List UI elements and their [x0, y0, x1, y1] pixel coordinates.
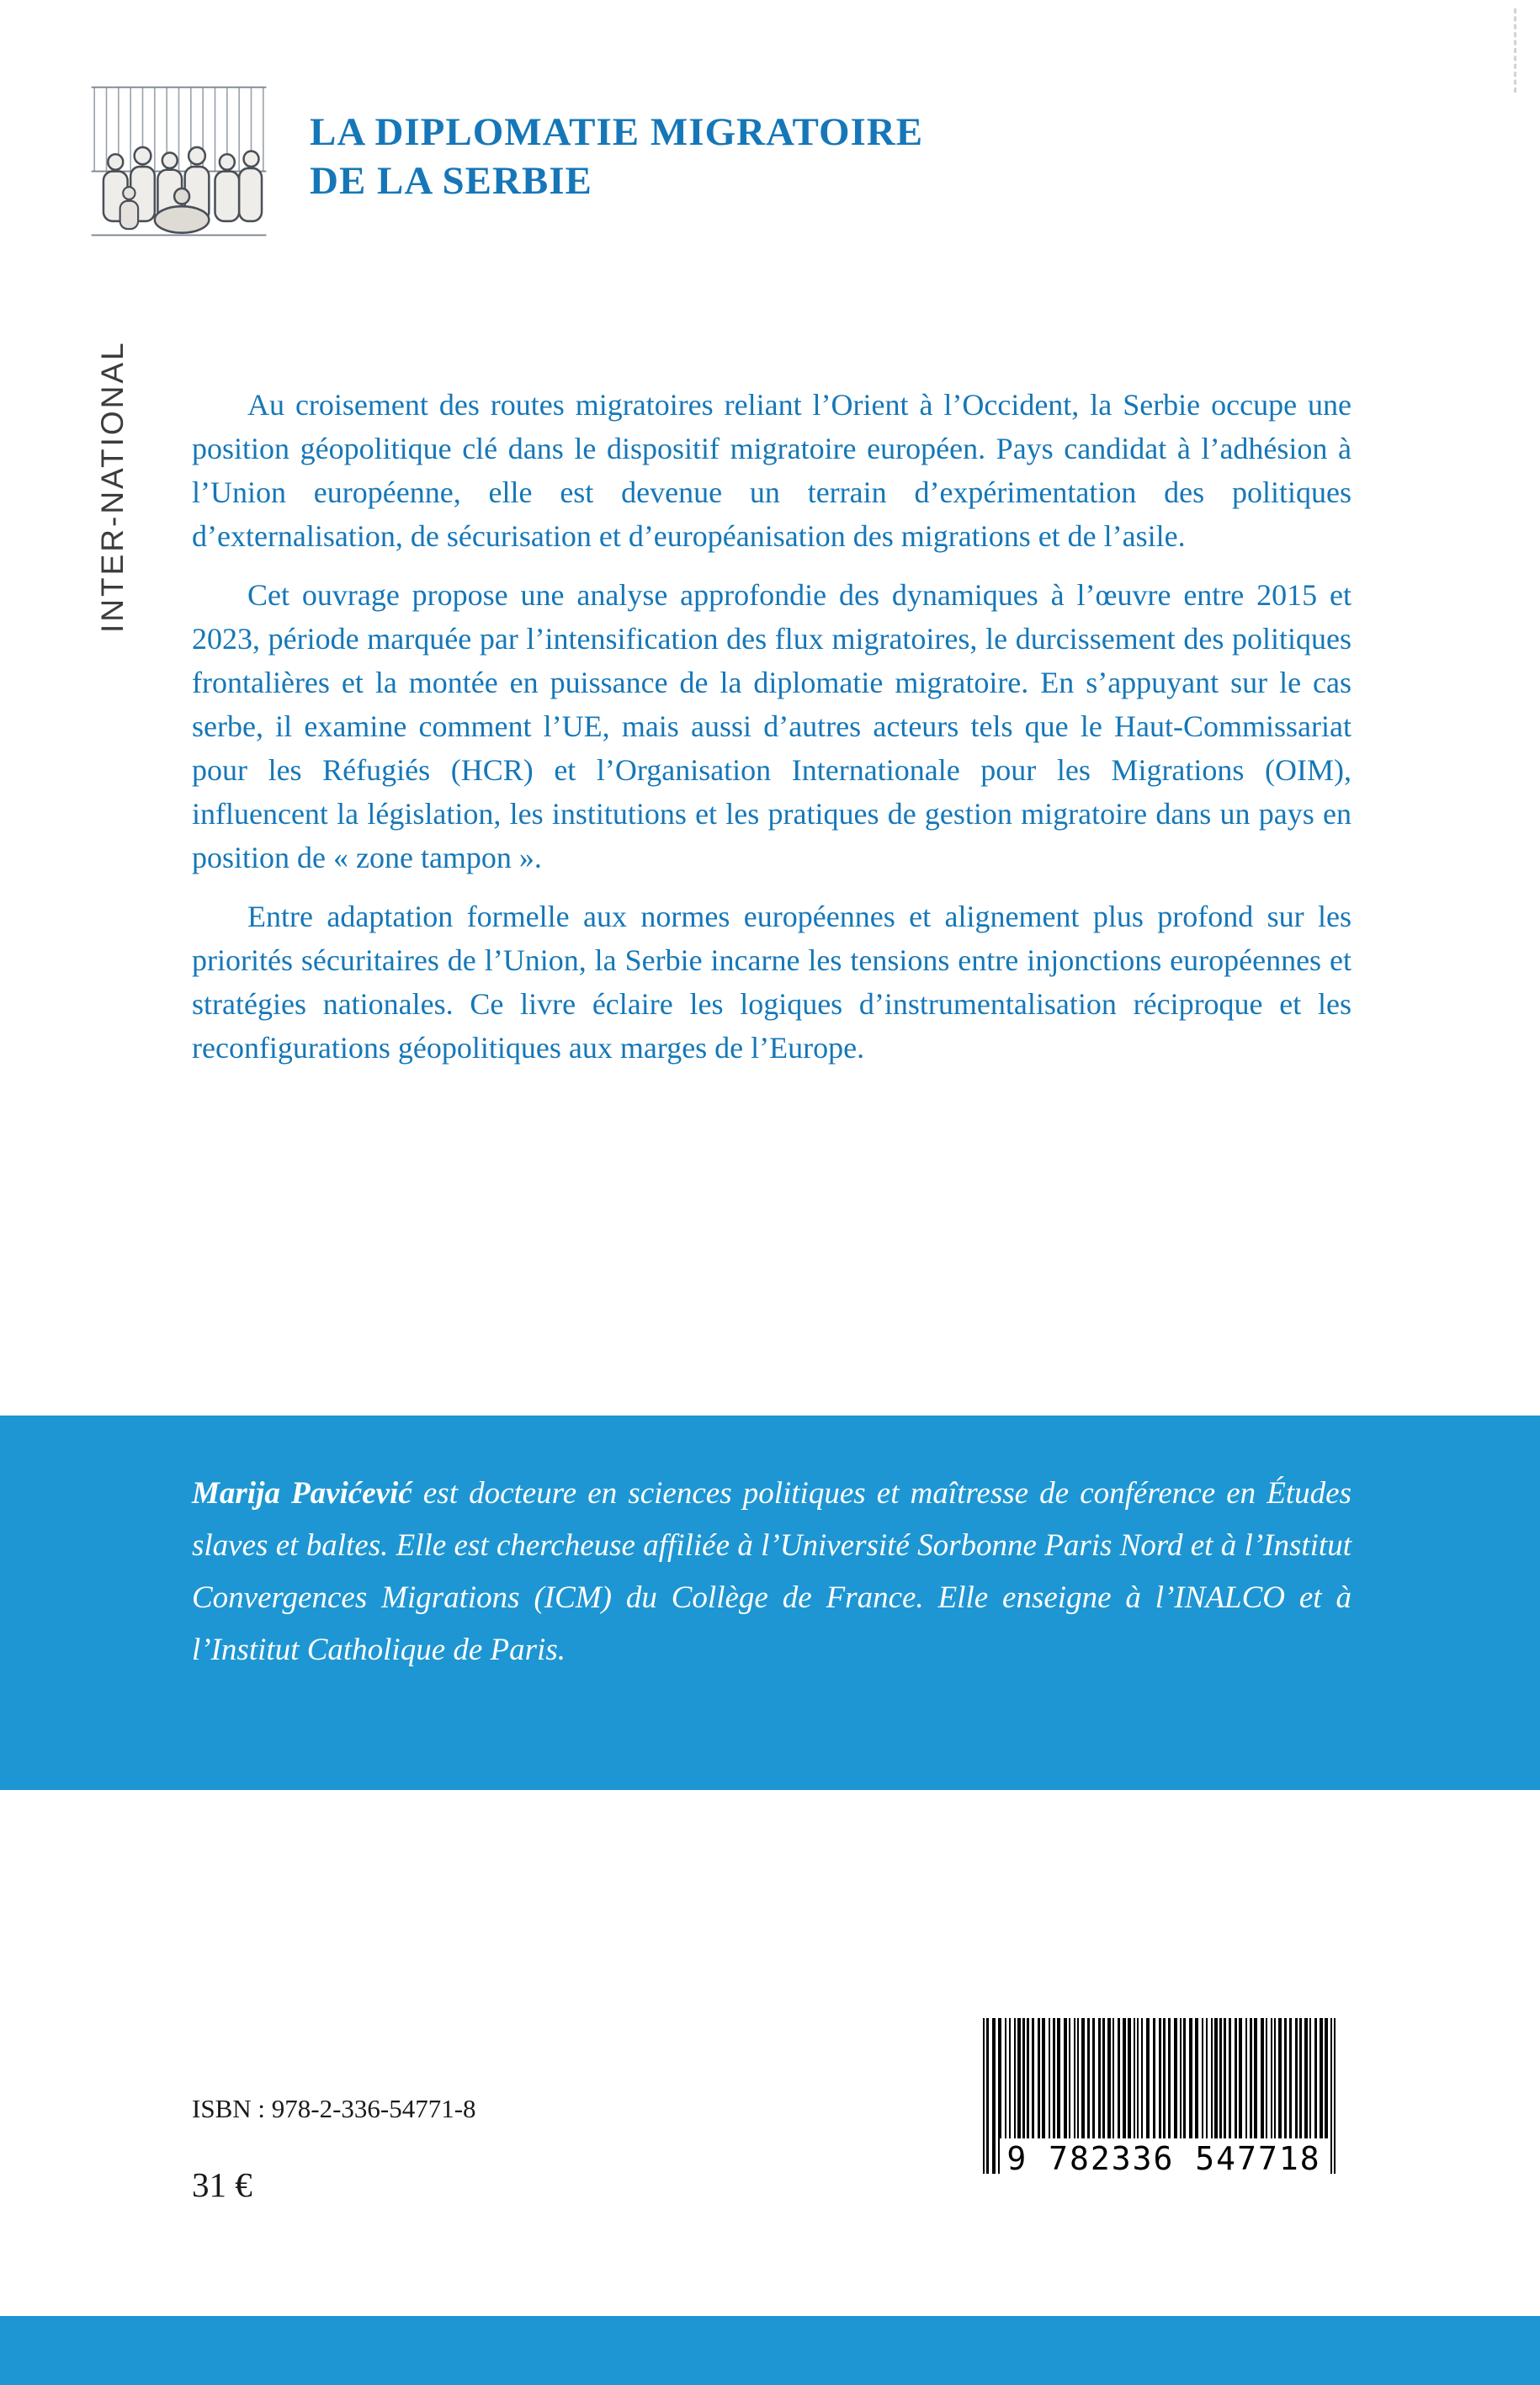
author-bio — [192, 1468, 1351, 1676]
author-band — [0, 1416, 1540, 1790]
bottom-color-band — [0, 2316, 1540, 2385]
collection-label: INTER-NATIONAL — [95, 340, 130, 633]
book-title-line1: LA DIPLOMATIE MIGRATOIRE — [310, 110, 924, 154]
barcode-number: 9 782336 547718 — [1000, 2138, 1327, 2177]
price-text: 31 € — [192, 2165, 252, 2204]
barcode — [983, 2018, 1345, 2177]
synopsis-paragraph-1: Au croisement des routes migratoires reliant l’Orient à l’Occident, la Serbie occupe une position géopolitique clé dans le dispositif migratoire européen. Pays candidat à l’adhésion à l’Union européenne, elle est devenue un terrain d’expérimentation des politiques d’externalisation, de sécurisation et d’européanisation des migrations et de l’asile. — [192, 388, 1351, 553]
synopsis-paragraph-2: Cet ouvrage propose une analyse approfondie des dynamiques à l’œuvre entre 2015 et 2023, période marquée par l’intensification des flux migratoires, le durcissement des politiques frontalières et la montée en puissance de la diplomatie migratoire. En s’appuyant sur le cas serbe, il examine comment l’UE, mais aussi d’autres acteurs tels que le Haut-Commissariat pour les Réfugiés (HCR) et l’Organisation Internationale pour les Migrations (OIM), influencent la législation, les institutions et les pratiques de gestion migratoire dans un pays en position de « zone tampon ». — [192, 578, 1351, 874]
cover-illustration-icon — [88, 84, 269, 240]
author-bio-text: est docteure en sciences politiques et maîtresse de conférence en Études slaves et baltes. Elle est chercheuse affiliée à l’Université Sorbonne Paris Nord et à l’Institut Convergences Migrations (ICM) du Collège de France. Elle enseigne à l’INALCO et à l’Institut Catholique de Paris. — [192, 1476, 1351, 1667]
book-title-line2: DE LA SERBIE — [310, 159, 592, 203]
corner-crop-mark — [1514, 8, 1516, 93]
isbn-text: ISBN : 978-2-336-54771-8 — [192, 2094, 476, 2123]
synopsis-paragraph-3: Entre adaptation formelle aux normes européennes et alignement plus profond sur les priorités sécuritaires de l’Union, la Serbie incarne les tensions entre injonctions européennes et stratégies nationales. Ce livre éclaire les logiques d’instrumentalisation réciproque et les reconfigurations géopolitiques aux marges de l’Europe. — [192, 900, 1351, 1065]
author-name: Marija Pavićević — [192, 1476, 412, 1511]
book-title — [310, 108, 923, 205]
synopsis — [192, 383, 1351, 1085]
